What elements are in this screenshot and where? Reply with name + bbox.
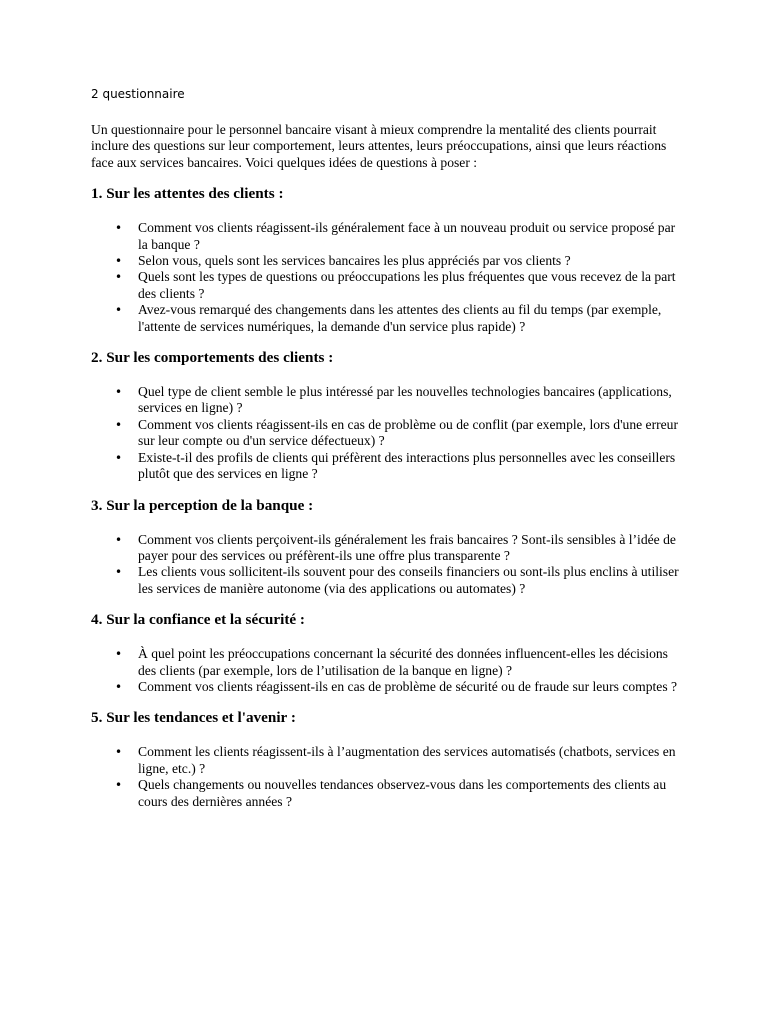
list-item	[115, 564, 681, 597]
section-heading: 5. Sur les tendances et l'avenir :	[91, 709, 296, 727]
list-item	[115, 777, 681, 810]
document-title: 2 questionnaire	[91, 87, 185, 101]
section-heading: 1. Sur les attentes des clients :	[91, 185, 284, 203]
question-text: Comment vos clients réagissent-ils généralement face à un nouveau produit ou service proposé par la banque ?	[138, 220, 676, 252]
bullet-icon: •	[115, 532, 123, 547]
bullet-icon: •	[115, 565, 123, 580]
list-item	[115, 220, 681, 253]
list-item	[115, 531, 681, 565]
list-item	[115, 302, 681, 335]
section-heading: 3. Sur la perception de la banque :	[91, 496, 314, 514]
section-attentes	[91, 185, 681, 335]
bullet-icon: •	[115, 679, 123, 694]
question-text: Comment vos clients perçoivent-ils généralement les frais bancaires ? Sont-ils sensibles à l’idée de payer pour des services ou préfèrent-ils une offre plus transparente ?	[138, 531, 676, 563]
document-page	[91, 86, 681, 824]
bullet-icon: •	[115, 450, 123, 465]
question-text: Comment vos clients réagissent-ils en cas de problème de sécurité ou de fraude sur leurs comptes ?	[138, 678, 678, 694]
bullet-icon: •	[115, 385, 123, 400]
question-text: Quels sont les types de questions ou préoccupations les plus fréquentes que vous recevez de la part des clients ?	[138, 269, 676, 301]
list-item	[115, 678, 681, 695]
intro-paragraph: Un questionnaire pour le personnel bancaire visant à mieux comprendre la mentalité des clients pourrait inclure des questions sur leur comportement, leurs attentes, leurs préoccupations, ainsi que leurs réactions face aux services bancaires. Voici quelques idées de questions à poser :	[91, 122, 667, 170]
list-item	[115, 416, 681, 450]
list-item	[115, 384, 681, 417]
bullet-icon: •	[115, 270, 123, 285]
question-list	[91, 220, 681, 335]
question-text: Quel type de client semble le plus intéressé par les nouvelles technologies bancaires (applications, services en ligne) ?	[138, 384, 672, 416]
section-confiance	[91, 611, 681, 695]
list-item	[115, 744, 681, 777]
section-heading: 2. Sur les comportements des clients :	[91, 349, 334, 367]
section-heading: 4. Sur la confiance et la sécurité :	[91, 611, 305, 629]
question-text: Existe-t-il des profils de clients qui préfèrent des interactions plus personnelles avec les conseillers plutôt que des services en ligne ?	[138, 449, 676, 482]
bullet-icon: •	[115, 778, 123, 793]
section-perception	[91, 497, 681, 598]
question-list	[91, 744, 681, 810]
bullet-icon: •	[115, 254, 123, 269]
question-text: Comment les clients réagissent-ils à l’augmentation des services automatisés (chatbots, services en ligne, etc.) ?	[138, 744, 676, 776]
question-text: Les clients vous sollicitent-ils souvent pour des conseils financiers ou sont-ils plus enclins à utiliser les services de manière autonome (via des applications ou automates) ?	[138, 564, 679, 596]
question-text: Avez-vous remarqué des changements dans les attentes des clients au fil du temps (par exemple, l'attente de services numériques, la demande d'un service plus rapide) ?	[138, 302, 662, 334]
question-list	[91, 532, 681, 598]
question-text: À quel point les préoccupations concernant la sécurité des données influencent-elles les décisions des clients (par exemple, lors de l’utilisation de la banque en ligne) ?	[138, 646, 668, 678]
bullet-icon: •	[115, 745, 123, 760]
bullet-icon: •	[115, 303, 123, 318]
list-item	[115, 253, 681, 269]
section-comportements	[91, 349, 681, 482]
list-item	[115, 646, 681, 679]
section-tendances	[91, 709, 681, 810]
bullet-icon: •	[115, 647, 123, 662]
question-text: Quels changements ou nouvelles tendances observez-vous dans les comportements des clients au cours des dernières années ?	[138, 777, 667, 809]
question-list	[91, 646, 681, 695]
question-text: Selon vous, quels sont les services bancaires les plus appréciés par vos clients ?	[138, 253, 571, 269]
list-item	[115, 449, 681, 483]
question-text: Comment vos clients réagissent-ils en cas de problème ou de conflit (par exemple, lors d'une erreur sur leur compte ou d'un service défectueux) ?	[138, 416, 678, 449]
list-item	[115, 269, 681, 302]
bullet-icon: •	[115, 417, 123, 432]
question-list	[91, 384, 681, 482]
bullet-icon: •	[115, 221, 123, 236]
